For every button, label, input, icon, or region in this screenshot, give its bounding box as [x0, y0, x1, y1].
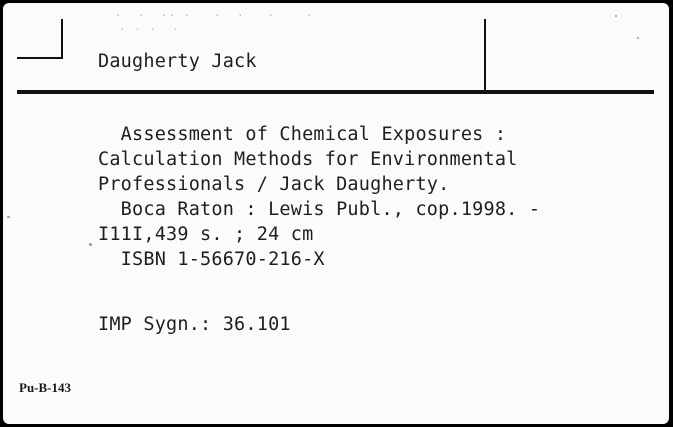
corner-bracket-horizontal [17, 57, 63, 59]
heading-divider-vertical [484, 19, 486, 91]
speck [89, 243, 92, 246]
corner-bracket-vertical [61, 19, 63, 59]
title-line: Calculation Methods for Environmental [98, 149, 518, 170]
card-heading: Daugherty Jack [98, 51, 257, 72]
shelfmark: IMP Sygn.: 36.101 [98, 314, 291, 335]
bleed-through-marks: · · ·· · · · · · [115, 9, 314, 22]
pagination-line: I11I,439 s. ; 24 cm [98, 224, 314, 245]
publication-line: Boca Raton : Lewis Publ., cop.1998. - [98, 199, 541, 220]
speck [637, 37, 639, 39]
speck [615, 15, 617, 17]
speck [7, 216, 10, 218]
heading-rule [17, 90, 654, 94]
catalog-code: Pu-B-143 [19, 380, 71, 395]
bleed-through-marks-2: · · · · [119, 23, 180, 36]
title-line: Assessment of Chemical Exposures : [98, 124, 507, 145]
title-line: Professionals / Jack Daugherty. [98, 174, 450, 195]
catalog-card [3, 3, 669, 424]
isbn-line: ISBN 1-56670-216-X [98, 249, 325, 270]
